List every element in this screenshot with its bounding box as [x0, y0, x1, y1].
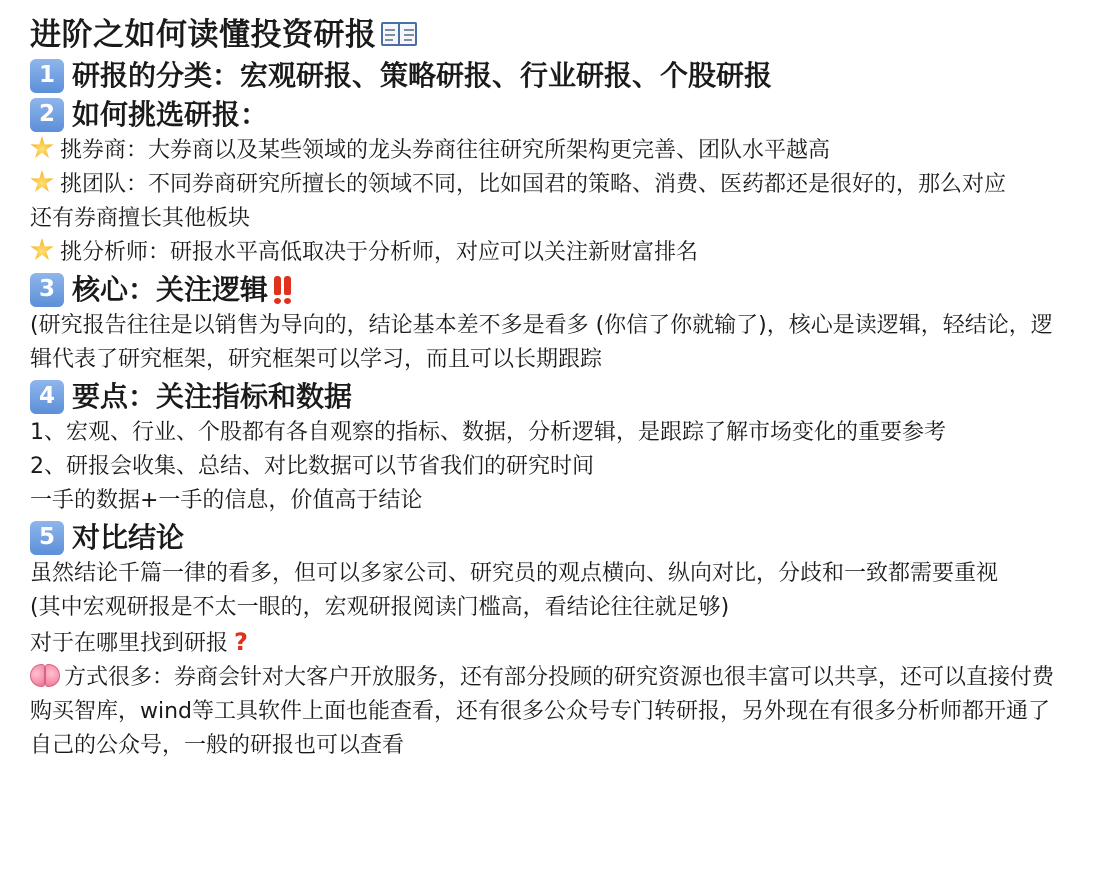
bullet-item-teams — [30, 168, 1020, 236]
page-title — [30, 14, 1074, 56]
open-book-icon — [381, 22, 419, 48]
section-2-title: 如何挑选研报： — [72, 98, 269, 131]
section-4-line-2: 2、研报会收集、总结、对比数据可以节省我们的研究时间 — [30, 454, 594, 479]
number-badge-2: 2 — [30, 98, 64, 132]
section-5-line-1: 虽然结论千篇一律的看多，但可以多家公司、研究员的观点横向、纵向对比，分歧和一致都需要重视 — [30, 561, 999, 586]
section-5-heading — [30, 518, 1074, 557]
section-3-title: 核心：关注逻辑 — [72, 273, 269, 306]
section-4-line-1: 1、宏观、行业、个股都有各自观察的指标、数据，分析逻辑，是跟踪了解市场变化的重要参考 — [30, 420, 947, 445]
bullet-text: 挑券商：大券商以及某些领域的龙头券商往往研究所架构更完善、团队水平越高 — [60, 138, 831, 163]
bullet-text: 挑团队：不同券商研究所擅长的领域不同，比如国君的策略、消费、医药都还是很好的，那么对应还有券商擅长其他板块 — [30, 172, 1007, 231]
glowing-star-icon — [30, 136, 54, 160]
brain-icon — [30, 664, 60, 688]
number-badge-1: 1 — [30, 59, 64, 93]
section-2-heading — [30, 95, 1074, 134]
red-question-icon: ? — [234, 628, 248, 656]
bullet-item-analysts — [30, 236, 1074, 270]
glowing-star-icon — [30, 170, 54, 194]
where-to-find-text: 对于在哪里找到研报 — [30, 631, 229, 656]
section-5-line-2: (其中宏观研报是不太一眼的，宏观研报阅读门槛高，看结论往往就足够) — [30, 595, 730, 620]
double-exclamation-icon — [274, 276, 291, 304]
section-4-line-3: 一手的数据+一手的信息，价值高于结论 — [30, 488, 423, 513]
section-1-title: 研报的分类：宏观研报、策略研报、行业研报、个股研报 — [72, 59, 773, 92]
number-badge-4: 4 — [30, 380, 64, 414]
section-3-paragraph: (研究报告往往是以销售为导向的，结论基本差不多是看多 (你信了你就输了)，核心是读逻辑，轻结论，逻辑代表了研究框架，研究框架可以学习，而且可以长期跟踪 — [30, 313, 1053, 372]
glowing-star-icon — [30, 238, 54, 262]
section-5-line-3 — [30, 625, 1074, 661]
section-5-closing — [30, 661, 1070, 763]
section-4-heading — [30, 377, 1074, 416]
number-badge-3: 3 — [30, 273, 64, 307]
bullet-text: 挑分析师：研报水平高低取决于分析师，对应可以关注新财富排名 — [60, 240, 699, 265]
section-1-heading — [30, 56, 1074, 95]
closing-text: 方式很多：券商会针对大客户开放服务，还有部分投顾的研究资源也很丰富可以共享，还可以直接付费购买智库，wind等工具软件上面也能查看，还有很多公众号专门转研报，另外现在有很多分析师都开通了自己的公众号，一般的研报也可以查看 — [30, 665, 1055, 758]
title-text: 进阶之如何读懂投资研报 — [30, 17, 377, 53]
section-3-heading — [30, 270, 1074, 309]
section-5-title: 对比结论 — [72, 521, 185, 554]
number-badge-5: 5 — [30, 521, 64, 555]
section-4-title: 要点：关注指标和数据 — [72, 380, 353, 413]
bullet-item-brokers — [30, 134, 1074, 168]
